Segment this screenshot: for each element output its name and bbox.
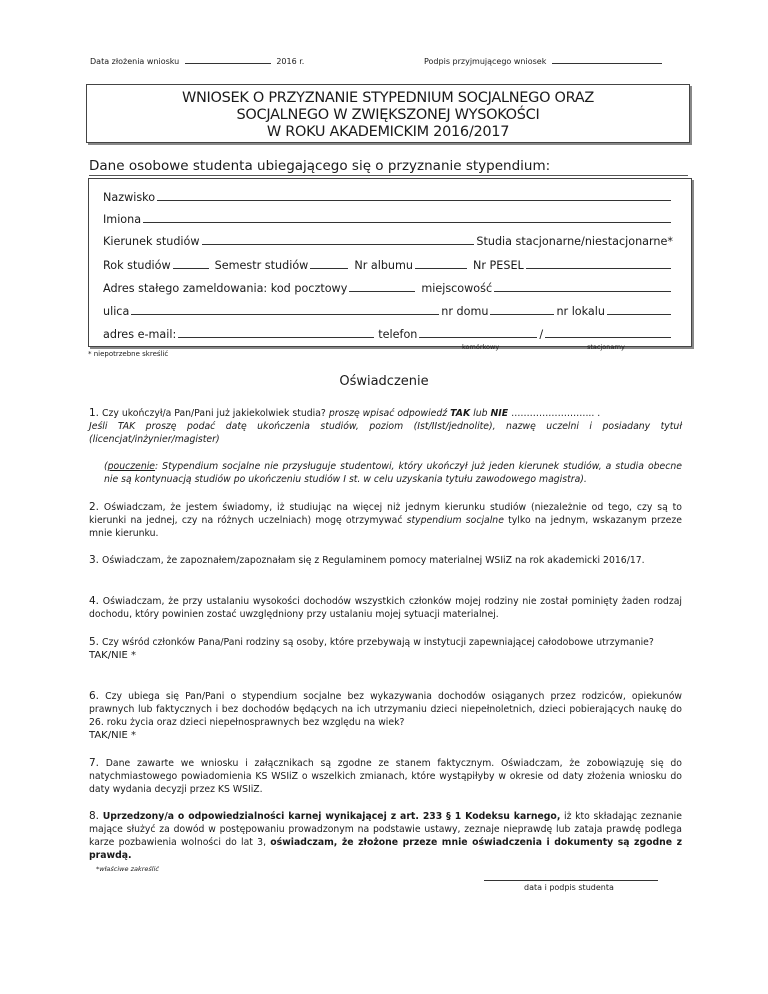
instruction-note: (pouczenie: Stypendium socjalne nie przysługuje studentowi, który ukończył już jeden kierunek studiów, a studia obecne nie są kontynuacją studiów po ukończeniu studiów I st. w celu uzyskania tytułu zawodowego magistra). (104, 461, 682, 485)
answer-no[interactable]: NIE (490, 408, 509, 419)
student-signature-label: data i podpis studenta (524, 883, 614, 892)
album-input[interactable] (415, 268, 467, 269)
landline-phone-input[interactable] (545, 337, 671, 338)
personal-data-heading: Dane osobowe studenta ubiegającego się o przyznanie stypendium: (89, 158, 551, 174)
heading-underline (89, 175, 688, 176)
street-input[interactable] (131, 314, 439, 315)
statement-3: 3. Oświadczam, że zapoznałem/zapoznałam się z Regulaminem pomocy materialnej WSIiZ na rok akademicki 2016/17. (89, 554, 645, 566)
semester-input[interactable] (310, 268, 348, 269)
statement-8: 8. Uprzedzony/a o odpowiedzialności karnej wynikającej z art. 233 § 1 Kodeksu karnego, iż kto składając zeznanie mające służyć za dowód w postępowaniu prowadzonym na podstawie ustawy, zeznaje nieprawdę lub zataja prawdę podlega karze pozbawienia wolności do lat 3, oświadczam, że złożone przeze mnie oświadczenia i dokumenty są zgodne z prawdą. (89, 810, 682, 861)
study-mode-choice[interactable]: Studia stacjonarne/niestacjonarne* (476, 235, 673, 248)
address-row[interactable]: Adres stałego zameldowania: kod pocztowy miejscowość (103, 282, 673, 295)
house-no-input[interactable] (490, 314, 554, 315)
field-of-study-row[interactable]: Kierunek studiów Studia stacjonarne/niestacjonarne* (103, 235, 673, 248)
year-input[interactable] (173, 268, 209, 269)
statement-1: 1. Czy ukończył/a Pan/Pani już jakiekolwiek studia? proszę wpisać odpowiedź TAK lub NIE ……………………... . Jeśli TAK proszę podać datę ukończenia studiów, poziom (Ist/IIst/jednolite), nazwę uczelni i posiadany tytuł (licencjat/inżynier/magister) (89, 407, 682, 445)
names-input[interactable] (143, 222, 671, 223)
answer-yes-no-6[interactable]: TAK/NIE * (89, 730, 137, 741)
pesel-input[interactable] (526, 268, 671, 269)
field-of-study-input[interactable] (202, 244, 475, 245)
answer-field[interactable]: ……………………... . (511, 408, 601, 419)
surname-row[interactable]: Nazwisko (103, 191, 673, 204)
statement-7: 7. Dane zawarte we wniosku i załącznikach są zgodne ze stanem faktycznym. Oświadczam, że zobowiązuję się do natychmiastowego powiadomienia KS WSIiZ o wszelkich zmianach, które wystąpiłyby w okresie od daty złożenia wniosku do daty wydania decyzji przez KS WSIiZ. (89, 757, 682, 795)
mobile-phone-input[interactable] (419, 337, 537, 338)
flat-no-input[interactable] (607, 314, 671, 315)
student-signature-line[interactable] (484, 880, 658, 881)
study-details-row[interactable]: Rok studiów Semestr studiów Nr albumu Nr PESEL (103, 259, 673, 272)
landline-label: stacjonarny (587, 343, 625, 351)
signature-line[interactable] (552, 63, 662, 64)
postal-code-input[interactable] (349, 291, 415, 292)
email-input[interactable] (178, 337, 374, 338)
circle-note: *właściwe zakreślić (96, 865, 159, 873)
receiver-signature-field[interactable]: Podpis przyjmującego wniosek (424, 57, 662, 66)
city-input[interactable] (494, 291, 671, 292)
statement-6: 6. Czy ubiega się Pan/Pani o stypendium socjalne bez wykazywania dochodów osiąganych przez rodziców, opiekunów prawnych lub faktycznych i bez dochodów będących na ich utrzymaniu dzieci niepełnoletnich, dzieci pobierających naukę do 26. roku życia oraz dzieci niepełnosprawnych bez względu na wiek? TAK/NIE * (89, 690, 682, 741)
document-title: WNIOSEK O PRZYZNANIE STYPEDNIUM SOCJALNEGO ORAZ SOCJALNEGO W ZWIĘKSZONEJ WYSOKOŚCI W ROKU AKADEMICKIM 2016/2017 (86, 84, 690, 143)
date-line[interactable] (185, 63, 271, 64)
footnote: * niepotrzebne skreślić (88, 350, 169, 358)
street-row[interactable]: ulica nr domu nr lokalu (103, 305, 673, 318)
statement-5: 5. Czy wśród członków Pana/Pani rodziny są osoby, które przebywają w instytucji zapewniającej całodobowe utrzymanie? TAK/NIE * (89, 636, 682, 662)
answer-yes[interactable]: TAK (450, 408, 471, 419)
contact-row[interactable]: adres e-mail: telefon / (103, 328, 673, 341)
surname-input[interactable] (157, 200, 671, 201)
statement-4: 4. Oświadczam, że przy ustalaniu wysokości dochodów wszystkich członków mojej rodziny nie został pominięty żaden rodzaj dochodu, który powinien zostać uwzględniony przy ustalaniu mojej sytuacji materialnej. (89, 595, 682, 620)
statement-heading: Oświadczenie (339, 374, 429, 389)
names-row[interactable]: Imiona (103, 213, 673, 226)
answer-yes-no-5[interactable]: TAK/NIE * (89, 650, 137, 661)
submission-date-field[interactable]: Data złożenia wniosku 2016 r. (90, 57, 305, 66)
statement-2: 2. Oświadczam, że jestem świadomy, iż studiując na więcej niż jednym kierunku studiów (niezależnie od tego, czy są to kierunki na jednej, czy na różnych uczelniach) mogę otrzymywać stypendium socjalne tylko na jednym, wskazanym przeze mnie kierunku. (89, 501, 682, 539)
mobile-label: komórkowy (462, 343, 500, 351)
